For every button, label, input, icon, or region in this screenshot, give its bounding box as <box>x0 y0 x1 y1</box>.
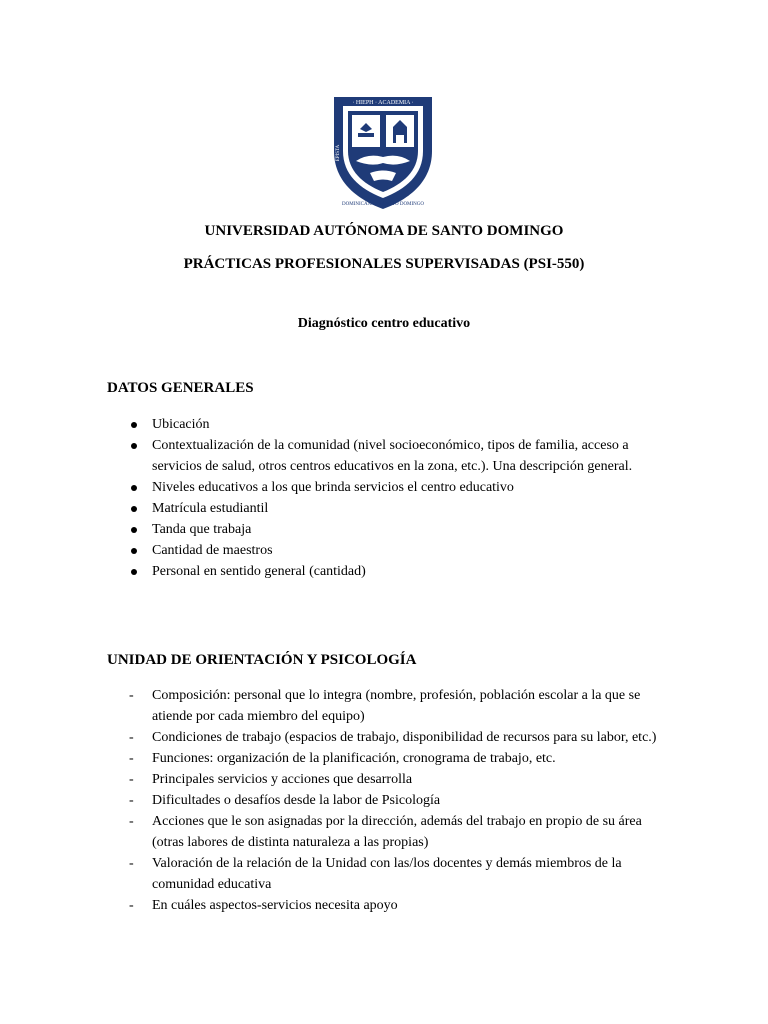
seal-top-text: · HIEPH · ACADEMIA · <box>352 100 414 106</box>
dash-marker: - <box>129 814 134 829</box>
dash-marker: - <box>129 856 134 871</box>
dash-marker: - <box>129 751 134 766</box>
list-item: - Composición: personal que lo integra (nombre, profesión, población escolar a la que se atiende por cada miembro del equipo) <box>107 685 667 727</box>
list-item: - Dificultades o desafíos desde la labor de Psicología <box>107 790 667 811</box>
bullet-icon <box>131 422 137 428</box>
list-item: Ubicación <box>107 414 667 435</box>
bullet-icon <box>131 443 137 449</box>
university-seal-logo <box>330 93 436 211</box>
list-item: - Acciones que le son asignadas por la dirección, además del trabajo en propio de su área (otras labores de distinta naturaleza a las propias) <box>107 811 667 853</box>
seal-left-text: EPISTA <box>336 144 341 162</box>
list-item: - Valoración de la relación de la Unidad con las/los docentes y demás miembros de la comunidad educativa <box>107 853 667 895</box>
document-subtitle: Diagnóstico centro educativo <box>297 316 471 331</box>
list-item: Contextualización de la comunidad (nivel socioeconómico, tipos de familia, acceso a servicios de salud, otros centros educativos en la zona, etc.). Una descripción general. <box>107 435 667 477</box>
list-item: Matrícula estudiantil <box>107 498 667 519</box>
seal-bottom-text: DOMINICANA · SANCTO DOMINGO <box>342 202 424 207</box>
course-title: PRÁCTICAS PROFESIONALES SUPERVISADAS (PSI-550) <box>183 256 585 272</box>
list-item: - Condiciones de trabajo (espacios de trabajo, disponibilidad de recursos para su labor, etc.) <box>107 727 667 748</box>
bullet-icon <box>131 506 137 512</box>
list-item: - En cuáles aspectos-servicios necesita apoyo <box>107 895 667 916</box>
section-heading-orientacion-psicologia: UNIDAD DE ORIENTACIÓN Y PSICOLOGÍA <box>107 652 417 668</box>
list-item: - Principales servicios y acciones que desarrolla <box>107 769 667 790</box>
dash-marker: - <box>129 793 134 808</box>
list-item: - Funciones: organización de la planificación, cronograma de trabajo, etc. <box>107 748 667 769</box>
dash-marker: - <box>129 898 134 913</box>
dash-marker: - <box>129 730 134 745</box>
list-item: Niveles educativos a los que brinda servicios el centro educativo <box>107 477 667 498</box>
section-heading-datos-generales: DATOS GENERALES <box>107 380 254 396</box>
bullet-icon <box>131 485 137 491</box>
university-name: UNIVERSIDAD AUTÓNOMA DE SANTO DOMINGO <box>204 223 564 239</box>
bullet-icon <box>131 548 137 554</box>
list-item: Tanda que trabaja <box>107 519 667 540</box>
list-item: Cantidad de maestros <box>107 540 667 561</box>
orientacion-psicologia-list <box>107 685 667 916</box>
datos-generales-list <box>107 414 667 582</box>
dash-marker: - <box>129 688 134 703</box>
dash-marker: - <box>129 772 134 787</box>
bullet-icon <box>131 527 137 533</box>
list-item: Personal en sentido general (cantidad) <box>107 561 667 582</box>
bullet-icon <box>131 569 137 575</box>
